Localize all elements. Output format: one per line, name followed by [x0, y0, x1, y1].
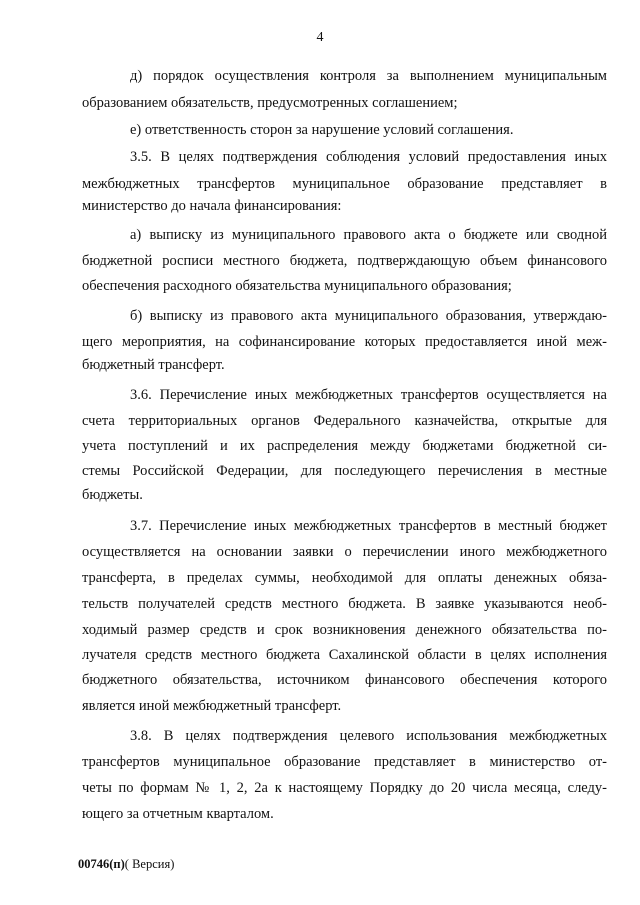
text-line: осуществляется на основании заявки о перечислении иного межбюджетного: [82, 544, 607, 560]
text-line: трансфертов муниципальное образование представляет в министерство от-: [82, 754, 607, 770]
text-line: образованием обязательств, предусмотренных соглашением;: [82, 95, 458, 111]
text-line: бюджетного обязательства, источником финансового обеспечения которого: [82, 672, 607, 688]
document-version: ( Версия): [124, 857, 175, 871]
page-number: 4: [316, 30, 324, 45]
text-line: четы по формам № 1, 2, 2а к настоящему Порядку до 20 числа месяца, следу-: [82, 780, 607, 796]
text-line: д) порядок осуществления контроля за выполнением муниципальным: [130, 68, 607, 84]
text-line: 3.8. В целях подтверждения целевого использования межбюджетных: [130, 728, 607, 744]
text-line: 3.5. В целях подтверждения соблюдения условий предоставления иных: [130, 149, 607, 165]
text-line: лучателя средств местного бюджета Сахалинской области в целях исполнения: [82, 647, 607, 663]
text-line: учета поступлений и их распределения между бюджетами бюджетной си-: [82, 438, 607, 454]
text-line: бюджеты.: [82, 487, 143, 503]
text-line: счета территориальных органов Федерального казначейства, открытые для: [82, 413, 607, 429]
text-line: ющего за отчетным кварталом.: [82, 806, 274, 822]
document-footer: [78, 857, 174, 872]
text-line: межбюджетных трансфертов муниципальное образование представляет в: [82, 176, 607, 192]
text-line: трансферта, в пределах суммы, необходимой для оплаты денежных обяза-: [82, 570, 607, 586]
text-line: е) ответственность сторон за нарушение условий соглашения.: [130, 122, 514, 138]
text-line: стемы Российской Федерации, для последующего перечисления в местные: [82, 463, 607, 479]
text-line: тельств получателей средств местного бюджета. В заявке указываются необ-: [82, 596, 607, 612]
text-line: бюджетной росписи местного бюджета, подтверждающую объем финансового: [82, 253, 607, 269]
text-line: бюджетный трансферт.: [82, 357, 225, 373]
text-line: щего мероприятия, на софинансирование которых предоставляется иной меж-: [82, 334, 607, 350]
text-line: является иной межбюджетный трансферт.: [82, 698, 342, 714]
document-code: 00746(п): [78, 857, 125, 871]
text-line: 3.7. Перечисление иных межбюджетных трансфертов в местный бюджет: [130, 518, 607, 534]
text-line: министерство до начала финансирования:: [82, 198, 342, 214]
text-line: 3.6. Перечисление иных межбюджетных трансфертов осуществляется на: [130, 387, 607, 403]
text-line: ходимый размер средств и срок возникновения денежного обязательства по-: [82, 622, 607, 638]
text-line: б) выписку из правового акта муниципального образования, утверждаю-: [130, 308, 607, 324]
text-line: обеспечения расходного обязательства муниципального образования;: [82, 278, 512, 294]
text-line: а) выписку из муниципального правового акта о бюджете или сводной: [130, 227, 607, 243]
